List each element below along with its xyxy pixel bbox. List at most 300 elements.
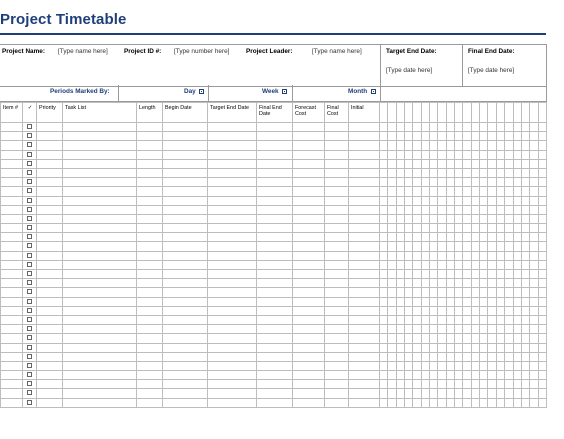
cell-item-number[interactable] xyxy=(1,251,23,260)
period-cell[interactable] xyxy=(396,168,404,177)
period-cell[interactable] xyxy=(388,187,396,196)
cell-final-end-date[interactable] xyxy=(257,325,293,334)
period-cell[interactable] xyxy=(530,325,538,334)
cell-begin-date[interactable] xyxy=(163,371,208,380)
cell-target-end-date[interactable] xyxy=(208,224,257,233)
period-cell[interactable] xyxy=(446,371,454,380)
period-cell[interactable] xyxy=(388,288,396,297)
period-cell[interactable] xyxy=(405,196,413,205)
cell-final-cost[interactable] xyxy=(325,306,349,315)
period-cell[interactable] xyxy=(471,168,479,177)
period-cell[interactable] xyxy=(513,297,521,306)
period-cell[interactable] xyxy=(388,306,396,315)
period-cell[interactable] xyxy=(521,233,529,242)
cell-final-end-date[interactable] xyxy=(257,132,293,141)
period-cell[interactable] xyxy=(438,205,446,214)
cell-forecast-cost[interactable] xyxy=(293,352,325,361)
cell-final-cost[interactable] xyxy=(325,224,349,233)
period-cell[interactable] xyxy=(463,343,471,352)
cell-priority[interactable] xyxy=(37,159,63,168)
cell-length[interactable] xyxy=(137,251,163,260)
period-cell[interactable] xyxy=(455,306,463,315)
period-cell[interactable] xyxy=(488,371,496,380)
period-cell[interactable] xyxy=(530,251,538,260)
period-cell[interactable] xyxy=(421,343,429,352)
task-checkbox-cell[interactable] xyxy=(23,325,37,334)
period-cell[interactable] xyxy=(430,260,438,269)
cell-forecast-cost[interactable] xyxy=(293,205,325,214)
period-cell[interactable] xyxy=(521,352,529,361)
period-cell[interactable] xyxy=(463,352,471,361)
task-checkbox[interactable] xyxy=(27,161,32,166)
cell-initial[interactable] xyxy=(349,371,380,380)
period-cell[interactable] xyxy=(405,279,413,288)
period-cell[interactable] xyxy=(530,159,538,168)
period-cell[interactable] xyxy=(380,196,388,205)
project-name-field[interactable]: [Type name here] xyxy=(58,48,108,55)
period-cell[interactable] xyxy=(521,315,529,324)
period-cell[interactable] xyxy=(530,315,538,324)
period-cell[interactable] xyxy=(505,196,513,205)
period-cell[interactable] xyxy=(480,159,488,168)
period-cell[interactable] xyxy=(455,389,463,398)
cell-begin-date[interactable] xyxy=(163,168,208,177)
cell-length[interactable] xyxy=(137,141,163,150)
period-cell[interactable] xyxy=(405,233,413,242)
period-cell[interactable] xyxy=(455,260,463,269)
period-cell[interactable] xyxy=(446,205,454,214)
task-checkbox[interactable] xyxy=(27,179,32,184)
period-cell[interactable] xyxy=(421,270,429,279)
cell-target-end-date[interactable] xyxy=(208,178,257,187)
period-cell[interactable] xyxy=(446,132,454,141)
period-cell[interactable] xyxy=(496,361,504,370)
period-cell[interactable] xyxy=(421,123,429,132)
period-cell[interactable] xyxy=(530,398,538,407)
period-cell[interactable] xyxy=(396,251,404,260)
period-cell[interactable] xyxy=(505,251,513,260)
period-cell[interactable] xyxy=(480,132,488,141)
period-cell[interactable] xyxy=(488,260,496,269)
period-cell[interactable] xyxy=(513,270,521,279)
period-cell[interactable] xyxy=(413,371,421,380)
period-cell[interactable] xyxy=(480,178,488,187)
cell-length[interactable] xyxy=(137,214,163,223)
period-cell[interactable] xyxy=(405,242,413,251)
period-cell[interactable] xyxy=(521,260,529,269)
cell-final-end-date[interactable] xyxy=(257,361,293,370)
period-cell[interactable] xyxy=(505,214,513,223)
period-cell[interactable] xyxy=(471,279,479,288)
period-cell[interactable] xyxy=(538,288,546,297)
period-cell[interactable] xyxy=(446,306,454,315)
period-cell[interactable] xyxy=(380,251,388,260)
period-cell[interactable] xyxy=(413,123,421,132)
period-cell[interactable] xyxy=(496,150,504,159)
period-cell[interactable] xyxy=(463,141,471,150)
period-cell[interactable] xyxy=(471,224,479,233)
period-cell[interactable] xyxy=(413,214,421,223)
period-cell[interactable] xyxy=(530,288,538,297)
cell-item-number[interactable] xyxy=(1,123,23,132)
period-cell[interactable] xyxy=(505,352,513,361)
cell-priority[interactable] xyxy=(37,205,63,214)
period-cell[interactable] xyxy=(521,205,529,214)
period-cell[interactable] xyxy=(505,398,513,407)
cell-target-end-date[interactable] xyxy=(208,233,257,242)
period-cell[interactable] xyxy=(538,343,546,352)
period-cell[interactable] xyxy=(471,380,479,389)
period-cell[interactable] xyxy=(413,325,421,334)
period-cell[interactable] xyxy=(388,214,396,223)
period-cell[interactable] xyxy=(430,352,438,361)
period-cell[interactable] xyxy=(463,297,471,306)
period-cell[interactable] xyxy=(496,270,504,279)
cell-forecast-cost[interactable] xyxy=(293,214,325,223)
period-cell[interactable] xyxy=(530,150,538,159)
period-cell[interactable] xyxy=(505,132,513,141)
cell-item-number[interactable] xyxy=(1,178,23,187)
task-checkbox[interactable] xyxy=(27,326,32,331)
period-cell[interactable] xyxy=(463,159,471,168)
period-cell[interactable] xyxy=(463,270,471,279)
period-cell[interactable] xyxy=(430,288,438,297)
period-cell[interactable] xyxy=(396,242,404,251)
period-cell[interactable] xyxy=(413,352,421,361)
period-cell[interactable] xyxy=(488,168,496,177)
period-cell[interactable] xyxy=(513,380,521,389)
cell-begin-date[interactable] xyxy=(163,352,208,361)
cell-item-number[interactable] xyxy=(1,371,23,380)
task-checkbox[interactable] xyxy=(27,234,32,239)
cell-target-end-date[interactable] xyxy=(208,214,257,223)
period-cell[interactable] xyxy=(380,214,388,223)
period-cell[interactable] xyxy=(538,205,546,214)
period-cell[interactable] xyxy=(413,315,421,324)
cell-item-number[interactable] xyxy=(1,224,23,233)
cell-task-list[interactable] xyxy=(63,389,137,398)
period-cell[interactable] xyxy=(446,270,454,279)
cell-final-cost[interactable] xyxy=(325,132,349,141)
period-cell[interactable] xyxy=(413,343,421,352)
period-cell[interactable] xyxy=(413,242,421,251)
period-cell[interactable] xyxy=(496,233,504,242)
period-cell[interactable] xyxy=(480,315,488,324)
period-cell[interactable] xyxy=(521,224,529,233)
period-cell[interactable] xyxy=(496,306,504,315)
period-cell[interactable] xyxy=(463,123,471,132)
cell-item-number[interactable] xyxy=(1,279,23,288)
period-cell[interactable] xyxy=(530,380,538,389)
period-cell[interactable] xyxy=(438,279,446,288)
cell-final-end-date[interactable] xyxy=(257,141,293,150)
task-checkbox[interactable] xyxy=(27,271,32,276)
period-cell[interactable] xyxy=(521,132,529,141)
period-cell[interactable] xyxy=(380,132,388,141)
cell-final-cost[interactable] xyxy=(325,279,349,288)
period-cell[interactable] xyxy=(413,260,421,269)
cell-target-end-date[interactable] xyxy=(208,380,257,389)
period-cell[interactable] xyxy=(455,224,463,233)
period-cell[interactable] xyxy=(380,279,388,288)
period-cell[interactable] xyxy=(513,260,521,269)
cell-final-end-date[interactable] xyxy=(257,205,293,214)
period-cell[interactable] xyxy=(471,371,479,380)
task-checkbox-cell[interactable] xyxy=(23,389,37,398)
period-cell[interactable] xyxy=(430,214,438,223)
period-cell[interactable] xyxy=(488,343,496,352)
cell-final-end-date[interactable] xyxy=(257,279,293,288)
period-cell[interactable] xyxy=(480,380,488,389)
period-cell[interactable] xyxy=(463,306,471,315)
period-cell[interactable] xyxy=(505,187,513,196)
period-cell[interactable] xyxy=(380,178,388,187)
period-cell[interactable] xyxy=(538,178,546,187)
period-cell[interactable] xyxy=(396,306,404,315)
period-cell[interactable] xyxy=(421,159,429,168)
period-cell[interactable] xyxy=(521,288,529,297)
period-cell[interactable] xyxy=(430,251,438,260)
cell-task-list[interactable] xyxy=(63,325,137,334)
period-cell[interactable] xyxy=(496,288,504,297)
cell-final-end-date[interactable] xyxy=(257,159,293,168)
period-cell[interactable] xyxy=(380,233,388,242)
period-cell[interactable] xyxy=(505,141,513,150)
period-cell[interactable] xyxy=(505,205,513,214)
cell-task-list[interactable] xyxy=(63,150,137,159)
cell-length[interactable] xyxy=(137,159,163,168)
period-cell[interactable] xyxy=(488,270,496,279)
period-cell[interactable] xyxy=(380,159,388,168)
cell-task-list[interactable] xyxy=(63,214,137,223)
period-cell[interactable] xyxy=(421,371,429,380)
cell-final-cost[interactable] xyxy=(325,214,349,223)
task-checkbox-cell[interactable] xyxy=(23,205,37,214)
period-cell[interactable] xyxy=(380,334,388,343)
period-cell[interactable] xyxy=(480,361,488,370)
period-cell[interactable] xyxy=(496,141,504,150)
cell-initial[interactable] xyxy=(349,270,380,279)
period-cell[interactable] xyxy=(396,233,404,242)
period-cell[interactable] xyxy=(438,315,446,324)
period-cell[interactable] xyxy=(413,187,421,196)
period-cell[interactable] xyxy=(513,389,521,398)
cell-task-list[interactable] xyxy=(63,132,137,141)
period-cell[interactable] xyxy=(438,150,446,159)
cell-forecast-cost[interactable] xyxy=(293,159,325,168)
period-cell[interactable] xyxy=(455,233,463,242)
cell-task-list[interactable] xyxy=(63,270,137,279)
period-cell[interactable] xyxy=(530,178,538,187)
period-cell[interactable] xyxy=(430,270,438,279)
period-cell[interactable] xyxy=(488,214,496,223)
cell-final-cost[interactable] xyxy=(325,325,349,334)
task-checkbox[interactable] xyxy=(27,372,32,377)
period-cell[interactable] xyxy=(488,132,496,141)
period-cell[interactable] xyxy=(538,233,546,242)
period-cell[interactable] xyxy=(471,233,479,242)
cell-priority[interactable] xyxy=(37,315,63,324)
period-cell[interactable] xyxy=(396,325,404,334)
period-cell[interactable] xyxy=(471,178,479,187)
period-cell[interactable] xyxy=(405,224,413,233)
period-cell[interactable] xyxy=(471,187,479,196)
period-cell[interactable] xyxy=(405,123,413,132)
period-cell[interactable] xyxy=(513,196,521,205)
cell-item-number[interactable] xyxy=(1,306,23,315)
period-cell[interactable] xyxy=(505,361,513,370)
cell-initial[interactable] xyxy=(349,132,380,141)
period-cell[interactable] xyxy=(471,343,479,352)
period-cell[interactable] xyxy=(513,187,521,196)
period-cell[interactable] xyxy=(430,334,438,343)
cell-begin-date[interactable] xyxy=(163,343,208,352)
cell-priority[interactable] xyxy=(37,270,63,279)
cell-priority[interactable] xyxy=(37,334,63,343)
period-cell[interactable] xyxy=(513,371,521,380)
period-cell[interactable] xyxy=(405,168,413,177)
period-cell[interactable] xyxy=(488,251,496,260)
cell-initial[interactable] xyxy=(349,141,380,150)
cell-final-end-date[interactable] xyxy=(257,196,293,205)
cell-length[interactable] xyxy=(137,178,163,187)
period-cell[interactable] xyxy=(430,389,438,398)
period-cell[interactable] xyxy=(513,288,521,297)
period-cell[interactable] xyxy=(438,389,446,398)
period-cell[interactable] xyxy=(405,306,413,315)
period-cell[interactable] xyxy=(471,214,479,223)
cell-item-number[interactable] xyxy=(1,398,23,407)
cell-length[interactable] xyxy=(137,132,163,141)
period-cell[interactable] xyxy=(513,123,521,132)
period-cell[interactable] xyxy=(463,132,471,141)
period-cell[interactable] xyxy=(405,132,413,141)
period-cell[interactable] xyxy=(463,233,471,242)
cell-length[interactable] xyxy=(137,187,163,196)
period-cell[interactable] xyxy=(530,279,538,288)
period-cell[interactable] xyxy=(530,132,538,141)
cell-final-end-date[interactable] xyxy=(257,398,293,407)
period-cell[interactable] xyxy=(421,398,429,407)
cell-priority[interactable] xyxy=(37,306,63,315)
cell-item-number[interactable] xyxy=(1,205,23,214)
cell-begin-date[interactable] xyxy=(163,159,208,168)
cell-final-cost[interactable] xyxy=(325,361,349,370)
cell-target-end-date[interactable] xyxy=(208,398,257,407)
cell-initial[interactable] xyxy=(349,159,380,168)
cell-task-list[interactable] xyxy=(63,168,137,177)
period-cell[interactable] xyxy=(405,251,413,260)
period-cell[interactable] xyxy=(421,352,429,361)
period-cell[interactable] xyxy=(513,279,521,288)
period-cell[interactable] xyxy=(480,168,488,177)
task-checkbox-cell[interactable] xyxy=(23,315,37,324)
period-cell[interactable] xyxy=(463,334,471,343)
period-cell[interactable] xyxy=(480,214,488,223)
cell-initial[interactable] xyxy=(349,325,380,334)
period-cell[interactable] xyxy=(480,288,488,297)
period-cell[interactable] xyxy=(480,334,488,343)
period-cell[interactable] xyxy=(388,279,396,288)
cell-begin-date[interactable] xyxy=(163,260,208,269)
period-cell[interactable] xyxy=(480,343,488,352)
period-cell[interactable] xyxy=(396,196,404,205)
period-cell[interactable] xyxy=(405,159,413,168)
period-cell[interactable] xyxy=(388,159,396,168)
period-cell[interactable] xyxy=(430,233,438,242)
period-cell[interactable] xyxy=(521,279,529,288)
period-cell[interactable] xyxy=(463,205,471,214)
period-cell[interactable] xyxy=(513,334,521,343)
cell-final-end-date[interactable] xyxy=(257,123,293,132)
period-cell[interactable] xyxy=(480,279,488,288)
cell-item-number[interactable] xyxy=(1,288,23,297)
period-cell[interactable] xyxy=(471,334,479,343)
cell-priority[interactable] xyxy=(37,352,63,361)
day-checkbox[interactable] xyxy=(199,89,204,94)
period-cell[interactable] xyxy=(496,214,504,223)
cell-final-cost[interactable] xyxy=(325,242,349,251)
cell-final-end-date[interactable] xyxy=(257,260,293,269)
period-cell[interactable] xyxy=(471,361,479,370)
period-cell[interactable] xyxy=(480,306,488,315)
task-checkbox[interactable] xyxy=(27,363,32,368)
cell-final-end-date[interactable] xyxy=(257,315,293,324)
cell-forecast-cost[interactable] xyxy=(293,361,325,370)
period-cell[interactable] xyxy=(405,178,413,187)
period-cell[interactable] xyxy=(480,187,488,196)
cell-initial[interactable] xyxy=(349,389,380,398)
period-cell[interactable] xyxy=(488,233,496,242)
period-cell[interactable] xyxy=(496,343,504,352)
task-checkbox[interactable] xyxy=(27,225,32,230)
period-cell[interactable] xyxy=(405,150,413,159)
period-cell[interactable] xyxy=(455,132,463,141)
period-cell[interactable] xyxy=(446,187,454,196)
period-cell[interactable] xyxy=(455,196,463,205)
task-checkbox[interactable] xyxy=(27,299,32,304)
task-checkbox-cell[interactable] xyxy=(23,242,37,251)
period-cell[interactable] xyxy=(505,233,513,242)
period-cell[interactable] xyxy=(455,205,463,214)
cell-item-number[interactable] xyxy=(1,325,23,334)
cell-begin-date[interactable] xyxy=(163,334,208,343)
period-cell[interactable] xyxy=(496,123,504,132)
period-cell[interactable] xyxy=(388,270,396,279)
period-cell[interactable] xyxy=(480,141,488,150)
cell-priority[interactable] xyxy=(37,260,63,269)
period-cell[interactable] xyxy=(421,306,429,315)
cell-item-number[interactable] xyxy=(1,352,23,361)
period-cell[interactable] xyxy=(480,352,488,361)
period-cell[interactable] xyxy=(538,132,546,141)
period-cell[interactable] xyxy=(538,196,546,205)
period-cell[interactable] xyxy=(421,361,429,370)
cell-forecast-cost[interactable] xyxy=(293,297,325,306)
period-cell[interactable] xyxy=(446,279,454,288)
period-cell[interactable] xyxy=(388,361,396,370)
period-cell[interactable] xyxy=(396,141,404,150)
period-cell[interactable] xyxy=(505,123,513,132)
cell-forecast-cost[interactable] xyxy=(293,123,325,132)
period-cell[interactable] xyxy=(446,361,454,370)
cell-initial[interactable] xyxy=(349,352,380,361)
period-cell[interactable] xyxy=(505,380,513,389)
task-checkbox[interactable] xyxy=(27,280,32,285)
period-cell[interactable] xyxy=(530,334,538,343)
period-cell[interactable] xyxy=(538,315,546,324)
period-cell[interactable] xyxy=(521,141,529,150)
